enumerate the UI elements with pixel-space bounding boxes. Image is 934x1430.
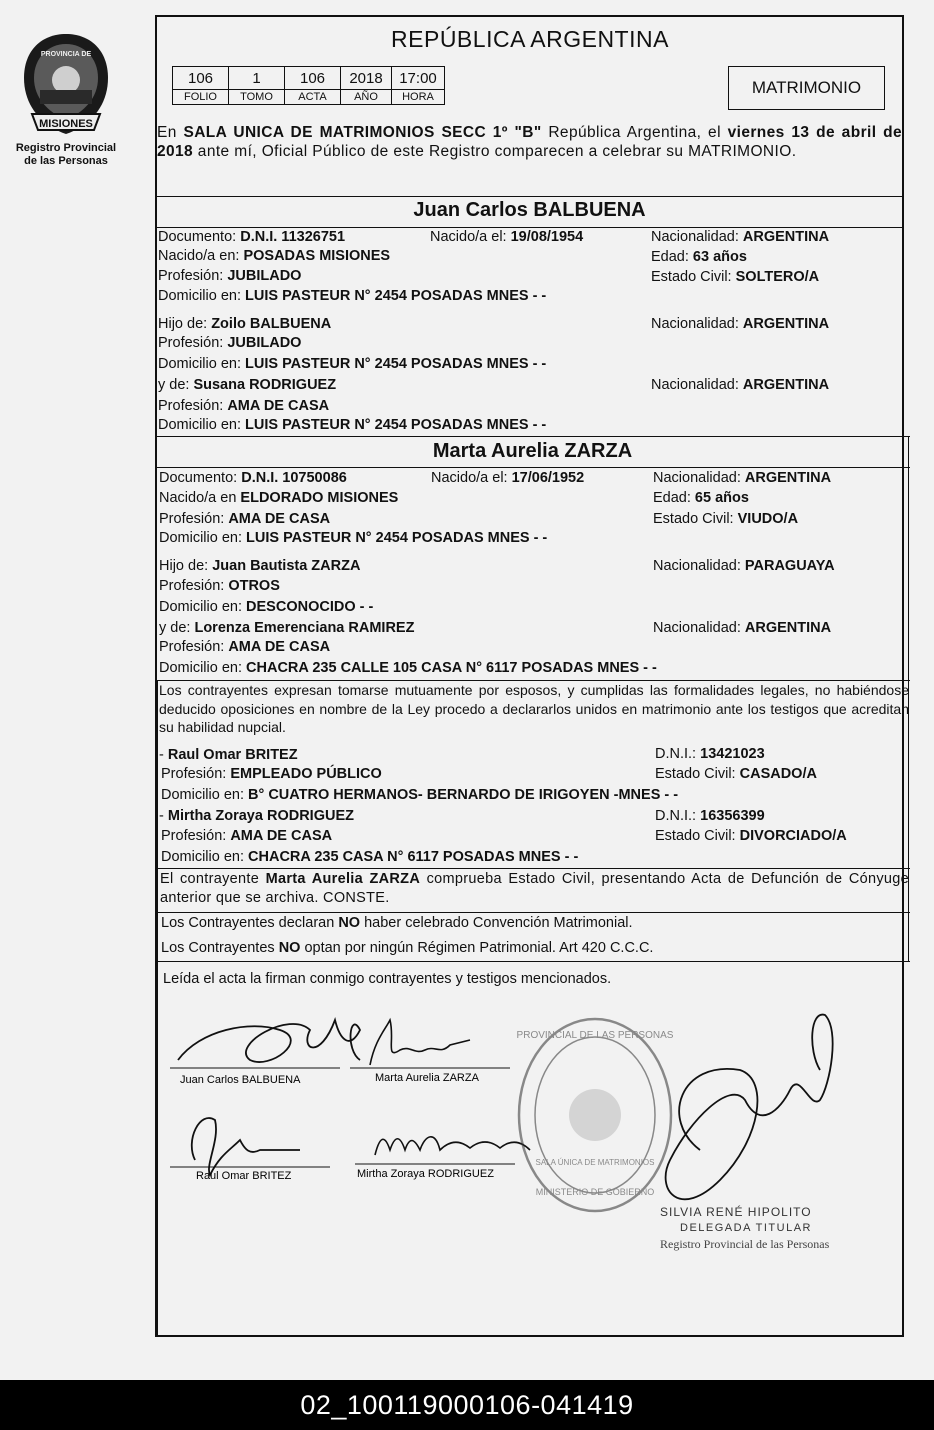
closing-statement: Leída el acta la firman conmigo contrayentes y testigos mencionados. bbox=[163, 971, 612, 987]
groom-nacionalidad: Nacionalidad: ARGENTINA bbox=[651, 229, 830, 245]
civil-status-note: El contrayente Marta Aurelia ZARZA comprueba Estado Civil, presentando Acta de Defunción de Cónyuge anterior que se archiva. CONSTE. bbox=[160, 871, 909, 906]
signatures-area bbox=[160, 990, 860, 1330]
year-label: AÑO bbox=[341, 90, 392, 105]
intro-date: viernes 13 de abril de 2018 bbox=[157, 124, 902, 160]
witness1-signature-label: Raul Omar BRITEZ bbox=[196, 1170, 292, 1182]
witness1-domicilio: Domicilio en: B° CUATRO HERMANOS- BERNARDO DE IRIGOYEN -MNES - - bbox=[161, 787, 679, 803]
officer-signature-ink bbox=[666, 1015, 833, 1200]
witness1-signature-ink bbox=[192, 1118, 300, 1175]
witness1-estado-civil: Estado Civil: CASADO/A bbox=[655, 766, 817, 782]
divider bbox=[155, 196, 904, 197]
groom-signature-label: Juan Carlos BALBUENA bbox=[180, 1074, 301, 1086]
table-left-edge bbox=[157, 680, 158, 1337]
registry-caption bbox=[6, 142, 126, 168]
groom-profesion: Profesión: JUBILADO bbox=[158, 268, 302, 284]
folio-label: FOLIO bbox=[173, 90, 229, 105]
convention-statement: Los Contrayentes declaran NO haber celebrado Convención Matrimonial. bbox=[161, 915, 633, 931]
witness2-estado-civil: Estado Civil: DIVORCIADO/A bbox=[655, 828, 847, 844]
bride-mother: y de: Lorenza Emerenciana RAMIREZ bbox=[159, 620, 415, 636]
bride-nacionalidad: Nacionalidad: ARGENTINA bbox=[653, 470, 832, 486]
groom-mother-nacionalidad: Nacionalidad: ARGENTINA bbox=[651, 377, 830, 393]
witness1-profesion: Profesión: EMPLEADO PÚBLICO bbox=[161, 766, 382, 782]
witness2-name: - Mirtha Zoraya RODRIGUEZ bbox=[159, 808, 354, 824]
declaration-paragraph: Los contrayentes expresan tomarse mutuamente por esposos, y cumplidas las formalidades legales, no habiéndose deducido oposiciones en nombre de la Ley procedo a declararlos unidos en matrimonio ante los testigos que acreditan su habilidad nupcial. bbox=[159, 682, 909, 735]
official-stamp bbox=[517, 1019, 674, 1211]
year-value: 2018 bbox=[341, 67, 392, 90]
groom-signature-ink bbox=[178, 1020, 360, 1062]
bride-edad: Edad: 65 años bbox=[653, 490, 749, 506]
bride-profesion: Profesión: AMA DE CASA bbox=[159, 511, 331, 527]
groom-nacido-el: Nacido/a el: 19/08/1954 bbox=[430, 229, 584, 245]
officer-name: SILVIA RENÉ HIPOLITO bbox=[660, 1205, 812, 1219]
groom-father-domicilio: Domicilio en: LUIS PASTEUR N° 2454 POSADAS MNES - - bbox=[158, 356, 547, 372]
groom-mother: y de: Susana RODRIGUEZ bbox=[158, 377, 337, 393]
groom-father-profesion: Profesión: JUBILADO bbox=[158, 335, 302, 351]
witness2-domicilio: Domicilio en: CHACRA 235 CASA N° 6117 POSADAS MNES - - bbox=[161, 849, 579, 865]
bride-documento: Documento: D.N.I. 10750086 bbox=[159, 470, 347, 486]
groom-name-heading: Juan Carlos BALBUENA bbox=[413, 199, 646, 221]
bride-domicilio: Domicilio en: LUIS PASTEUR N° 2454 POSADAS MNES - - bbox=[159, 530, 548, 546]
groom-mother-profesion: Profesión: AMA DE CASA bbox=[158, 398, 330, 414]
hora-label: HORA bbox=[392, 90, 445, 105]
bride-estado-civil: Estado Civil: VIUDO/A bbox=[653, 511, 799, 527]
bride-father: Hijo de: Juan Bautista ZARZA bbox=[159, 558, 361, 574]
stamp-bottom-text: MINISTERIO DE GOBIERNO bbox=[535, 1187, 655, 1197]
intro-text-2: República Argentina, el bbox=[541, 124, 728, 141]
bride-signature-label: Marta Aurelia ZARZA bbox=[375, 1072, 479, 1084]
groom-father: Hijo de: Zoilo BALBUENA bbox=[158, 316, 332, 332]
groom-edad: Edad: 63 años bbox=[651, 249, 747, 265]
divider bbox=[157, 912, 910, 913]
bride-mother-profesion: Profesión: AMA DE CASA bbox=[159, 639, 331, 655]
registry-fields-table bbox=[172, 66, 445, 105]
acta-label: ACTA bbox=[285, 90, 341, 105]
witness2-profesion: Profesión: AMA DE CASA bbox=[161, 828, 333, 844]
logo-misiones-text: MISIONES bbox=[39, 118, 93, 130]
groom-nacido-en: Nacido/a en: POSADAS MISIONES bbox=[158, 248, 391, 264]
misiones-coat-of-arms-logo bbox=[20, 30, 112, 140]
act-type-box: MATRIMONIO bbox=[728, 66, 885, 110]
bride-mother-nacionalidad: Nacionalidad: ARGENTINA bbox=[653, 620, 832, 636]
groom-father-nacionalidad: Nacionalidad: ARGENTINA bbox=[651, 316, 830, 332]
witness1-name: - Raul Omar BRITEZ bbox=[159, 747, 298, 763]
bride-father-nacionalidad: Nacionalidad: PARAGUAYA bbox=[653, 558, 835, 574]
witness2-signature-label: Mirtha Zoraya RODRIGUEZ bbox=[357, 1168, 494, 1180]
stamp-outer-text: PROVINCIAL DE LAS PERSONAS bbox=[516, 1030, 674, 1041]
tomo-label: TOMO bbox=[229, 90, 285, 105]
stamp-inner-text: SALA ÚNICA DE MATRIMONIOS bbox=[535, 1158, 655, 1167]
groom-domicilio: Domicilio en: LUIS PASTEUR N° 2454 POSADAS MNES - - bbox=[158, 288, 547, 304]
logo-provincia-text: PROVINCIA DE bbox=[40, 51, 92, 58]
bride-signature-ink bbox=[370, 1020, 470, 1065]
witness2-dni: D.N.I.: 16356399 bbox=[655, 808, 765, 824]
divider bbox=[155, 467, 910, 468]
officer-title: DELEGADA TITULAR bbox=[680, 1222, 812, 1234]
bride-nacido-en: Nacido/a en ELDORADO MISIONES bbox=[159, 490, 399, 506]
bride-mother-domicilio: Domicilio en: CHACRA 235 CALLE 105 CASA N° 6117 POSADAS MNES - - bbox=[159, 660, 657, 676]
tomo-value: 1 bbox=[229, 67, 285, 90]
intro-text-3: ante mí, Oficial Público de este Registro comparecen a celebrar su MATRIMONIO. bbox=[193, 143, 797, 160]
divider bbox=[157, 961, 910, 962]
bride-nacido-el: Nacido/a el: 17/06/1952 bbox=[431, 470, 585, 486]
acta-value: 106 bbox=[285, 67, 341, 90]
groom-documento: Documento: D.N.I. 11326751 bbox=[158, 229, 346, 245]
groom-mother-domicilio: Domicilio en: LUIS PASTEUR N° 2454 POSADAS MNES - - bbox=[158, 417, 547, 433]
folio-value: 106 bbox=[173, 67, 229, 90]
bride-name-heading: Marta Aurelia ZARZA bbox=[432, 440, 633, 462]
registry-caption-line1: Registro Provincial bbox=[15, 142, 117, 154]
bride-father-profesion: Profesión: OTROS bbox=[159, 578, 280, 594]
page-title: REPÚBLICA ARGENTINA bbox=[391, 26, 669, 52]
witness1-dni: D.N.I.: 13421023 bbox=[655, 746, 765, 762]
divider bbox=[155, 436, 910, 437]
intro-paragraph bbox=[157, 123, 902, 161]
groom-estado-civil: Estado Civil: SOLTERO/A bbox=[651, 269, 820, 285]
bride-father-domicilio: Domicilio en: DESCONOCIDO - - bbox=[159, 599, 374, 615]
witness2-signature-ink bbox=[375, 1137, 530, 1155]
intro-text-1: En bbox=[157, 124, 184, 141]
registry-caption-line2: de las Personas bbox=[24, 155, 108, 167]
regime-statement: Los Contrayentes NO optan por ningún Régimen Patrimonial. Art 420 C.C.C. bbox=[161, 940, 654, 956]
document-code-bar: 02_100119000106-041419 bbox=[0, 1380, 934, 1430]
intro-place: SALA UNICA DE MATRIMONIOS SECC 1º "B" bbox=[183, 124, 542, 141]
officer-org: Registro Provincial de las Personas bbox=[660, 1237, 830, 1251]
hora-value: 17:00 bbox=[392, 67, 445, 90]
divider bbox=[157, 868, 910, 869]
stamp-emblem-icon bbox=[569, 1089, 621, 1141]
